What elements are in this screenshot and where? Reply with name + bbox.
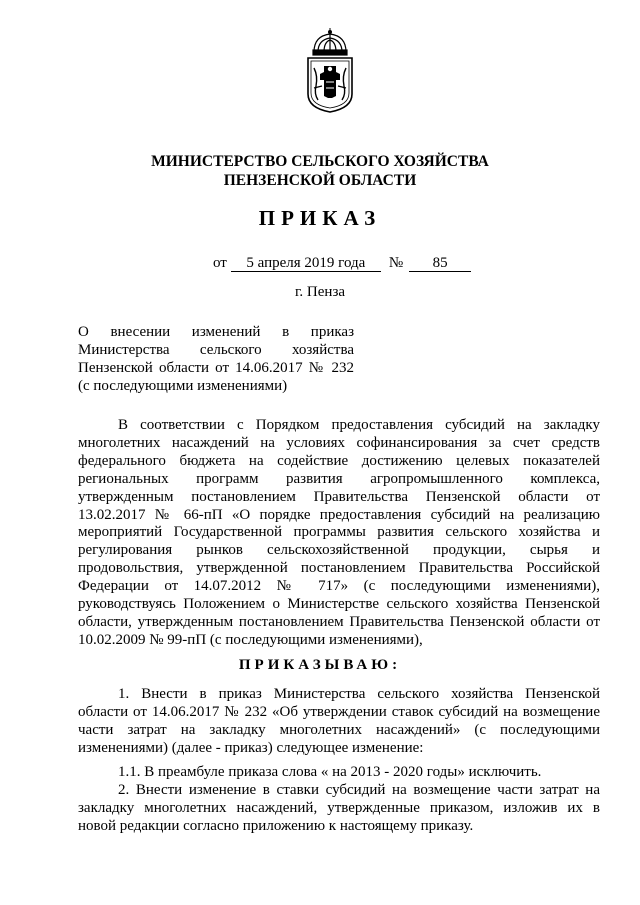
ministry-name-line1: МИНИСТЕРСТВО СЕЛЬСКОГО ХОЗЯЙСТВА xyxy=(151,153,489,170)
city: г. Пенза xyxy=(294,284,346,300)
item-1-line: области от 14.06.2017 № 232 «Об утверждении ставок субсидий на возмещение xyxy=(78,703,600,720)
order-date-line xyxy=(213,255,471,272)
item-1-1-line: 1.1. В преамбуле приказа слова « на 2013 - 2020 годы» исключить. xyxy=(118,764,542,780)
preamble-line: области, утвержденным постановлением Правительства Пензенской области от xyxy=(78,613,600,630)
preamble-line: мероприятий Государственной программы развития сельского хозяйства и xyxy=(78,524,600,541)
preamble-line: 10.02.2009 № 99-пП (с последующими изменениями), xyxy=(78,631,423,648)
preamble-line: утвержденным постановлением Правительства Пензенской области от xyxy=(78,488,600,505)
order-title: ПРИКАЗ xyxy=(258,206,382,230)
item-2-line: новой редакции согласно приложению к настоящему приказу. xyxy=(78,817,474,834)
subject-line: (с последующими изменениями) xyxy=(78,378,288,394)
preamble-line: 13.02.2017 № 66-пП «О порядке предоставления субсидий на реализацию xyxy=(78,506,600,523)
item-1-1-paragraph xyxy=(78,764,600,782)
preamble-line: многолетних насаждений на условиях софинансирования за счет средств xyxy=(78,434,600,451)
item-2-line: 2. Внести изменение в ставки субсидий на возмещение части затрат на xyxy=(118,782,600,798)
preamble-line: региональных программ развития агропромышленного комплекса, xyxy=(78,470,600,487)
order-number: 85 xyxy=(409,256,471,272)
subject-line: Министерства сельского хозяйства xyxy=(78,342,354,358)
subject-line: О внесении изменений в приказ xyxy=(78,324,354,340)
item-1-line: 1. Внести в приказ Министерства сельского хозяйства Пензенской xyxy=(118,686,600,702)
preamble-line: федерального бюджета на содействие достижению целевых показателей xyxy=(78,452,600,469)
number-label: № xyxy=(388,255,404,271)
ministry-name-line2: ПЕНЗЕНСКОЙ ОБЛАСТИ xyxy=(223,172,417,189)
preamble-paragraph xyxy=(78,417,600,650)
item-1-line: части затрат на закладку многолетних насаждений» (с последующими xyxy=(78,721,600,738)
item-1-line: изменениями) (далее - приказ) следующее изменение: xyxy=(78,739,424,756)
preamble-line: продовольствия, утвержденной постановлением Правительства Российской xyxy=(78,560,600,577)
preamble-line: регулирования рынков сельскохозяйственной продукции, сырья и xyxy=(78,542,600,559)
item-2-paragraph xyxy=(78,782,600,836)
subject-line: Пензенской области от 14.06.2017 № 232 xyxy=(78,360,354,376)
item-2-line: закладку многолетних насаждений, утвержденные приказом, изложив их в xyxy=(78,799,600,816)
preamble-line: Федерации от 14.07.2012 № 717» (с последующими изменениями), xyxy=(78,578,600,595)
preamble-line: руководствуясь Положением о Министерстве сельского хозяйства Пензенской xyxy=(78,596,600,613)
item-1-paragraph xyxy=(78,686,600,758)
date-prefix: от xyxy=(213,255,227,271)
prikazyvayu-heading: ПРИКАЗЫВАЮ: xyxy=(238,657,402,673)
coat-of-arms-icon xyxy=(300,28,360,114)
order-date: 5 апреля 2019 года xyxy=(231,256,381,272)
order-subject xyxy=(78,323,354,395)
preamble-line: В соответствии с Порядком предоставления субсидий на закладку xyxy=(118,417,600,433)
